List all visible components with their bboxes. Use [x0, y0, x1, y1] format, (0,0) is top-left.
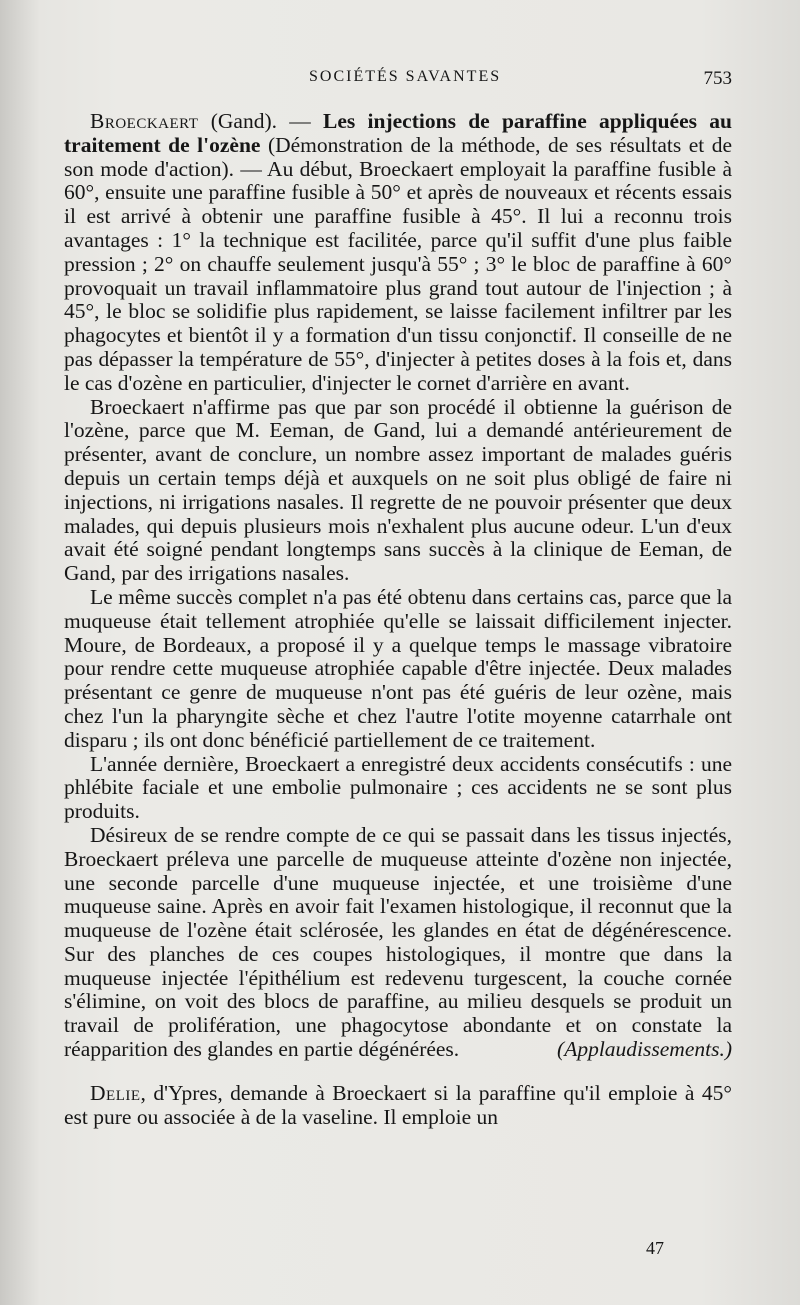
paragraph-1	[64, 110, 732, 396]
paragraph-4: L'année dernière, Broeckaert a enregistré deux accidents consécutifs : une phlébite faciale et une embolie pulmonaire ; ces accidents ne se sont plus produits.	[64, 751, 732, 824]
body-text	[64, 110, 732, 1129]
paragraph-5	[64, 824, 732, 1062]
author-name: Broeckaert	[90, 109, 199, 133]
paragraph-3: Le même succès complet n'a pas été obtenu dans certains cas, parce que la muqueuse était tellement atrophiée qu'elle se laissait difficilement injecter. Moure, de Bordeaux, a proposé il y a quelque temps le massage vibratoire pour rendre cette muqueuse atrophiée capable d'être injectée. Deux malades présentant ce genre de muqueuse n'ont pas été guéris de leur ozène, mais chez l'un la pharyngite sèche et chez l'autre l'otite moyenne catarrhale ont disparu ; ils ont donc bénéficié partiellement de ce traitement.	[64, 584, 732, 752]
signature-mark: 47	[646, 1238, 664, 1258]
article-title: Les injections de paraffine appliquées au traitement de l'ozène	[64, 109, 732, 157]
page-header	[64, 68, 732, 92]
paragraph-2: Broeckaert n'affirme pas que par son procédé il obtienne la guérison de l'ozène, parce que M. Eeman, de Gand, lui a demandé antérieurement de présenter, avant de conclure, un nombre assez important de malades guéris depuis un certain temps déjà et auxquels on ne soit plus obligé de faire ni injections, ni irrigations nasales. Il regrette de ne pouvoir présenter que deux malades, qui depuis plusieurs mois n'exhalent plus aucune odeur. L'un d'eux avait été soigné pendant longtemps sans succès à la clinique de Eeman, de Gand, par des irrigations nasales.	[64, 394, 732, 586]
section-spacer	[64, 1062, 732, 1082]
paragraph-6-text: , d'Ypres, demande à Broeckaert si la paraffine qu'il emploie à 45° est pure ou associée à de la vaseline. Il emploie un	[64, 1080, 732, 1129]
paragraph-1-text: (Démonstration de la méthode, de ses résultats et de son mode d'action). — Au début, Broeckaert employait la paraffine fusible à 60°, ensuite une paraffine fusible à 50° et après de nouveaux et récents essais il est arrivé à obtenir une paraffine fusible à 45°. Il lui a reconnu trois avantages : 1° la technique est facilitée, parce qu'il suffit d'une plus faible pression ; 2° on chauffe seulement jusqu'à 55° ; 3° le bloc de paraffine à 60° provoquait un travail inflammatoire plus grand tout autour de l'injection ; à 45°, le bloc se solidifie plus rapidement, se laisse facilement infiltrer par les phagocytes et bientôt il y a formation d'un tissu conjonctif. Il conseille de ne pas dépasser la température de 55°, d'injecter à petites doses à la fois et, dans le cas d'ozène en particulier, d'injecter le cornet d'arrière en avant.	[64, 132, 732, 395]
page-number: 753	[703, 68, 732, 89]
speaker-name: Delie	[90, 1080, 141, 1105]
running-title: SOCIÉTÉS SAVANTES	[309, 68, 502, 85]
applause-note: (Applaudissements.)	[557, 1037, 732, 1062]
author-place: (Gand). —	[198, 109, 324, 133]
paragraph-5-text: Désireux de se rendre compte de ce qui se passait dans les tissus injectés, Broeckaert préleva une parcelle de muqueuse atteinte d'ozène non injectée, une seconde parcelle d'une muqueuse injectée, et une troisième d'une muqueuse saine. Après en avoir fait l'examen histologique, il reconnut que la muqueuse de l'ozène était sclérosée, les glandes en état de dégénérescence. Sur des planches de ces coupes histologiques, il montre que dans la muqueuse injectée l'épithélium est redevenu turgescent, la couche cornée s'élimine, on voit des blocs de paraffine, au milieu desquels se produit un travail de prolifération, une phagocytose abondante et on constate la réapparition des glandes en partie dégénérées.	[64, 822, 732, 1062]
paragraph-6	[64, 1082, 732, 1130]
